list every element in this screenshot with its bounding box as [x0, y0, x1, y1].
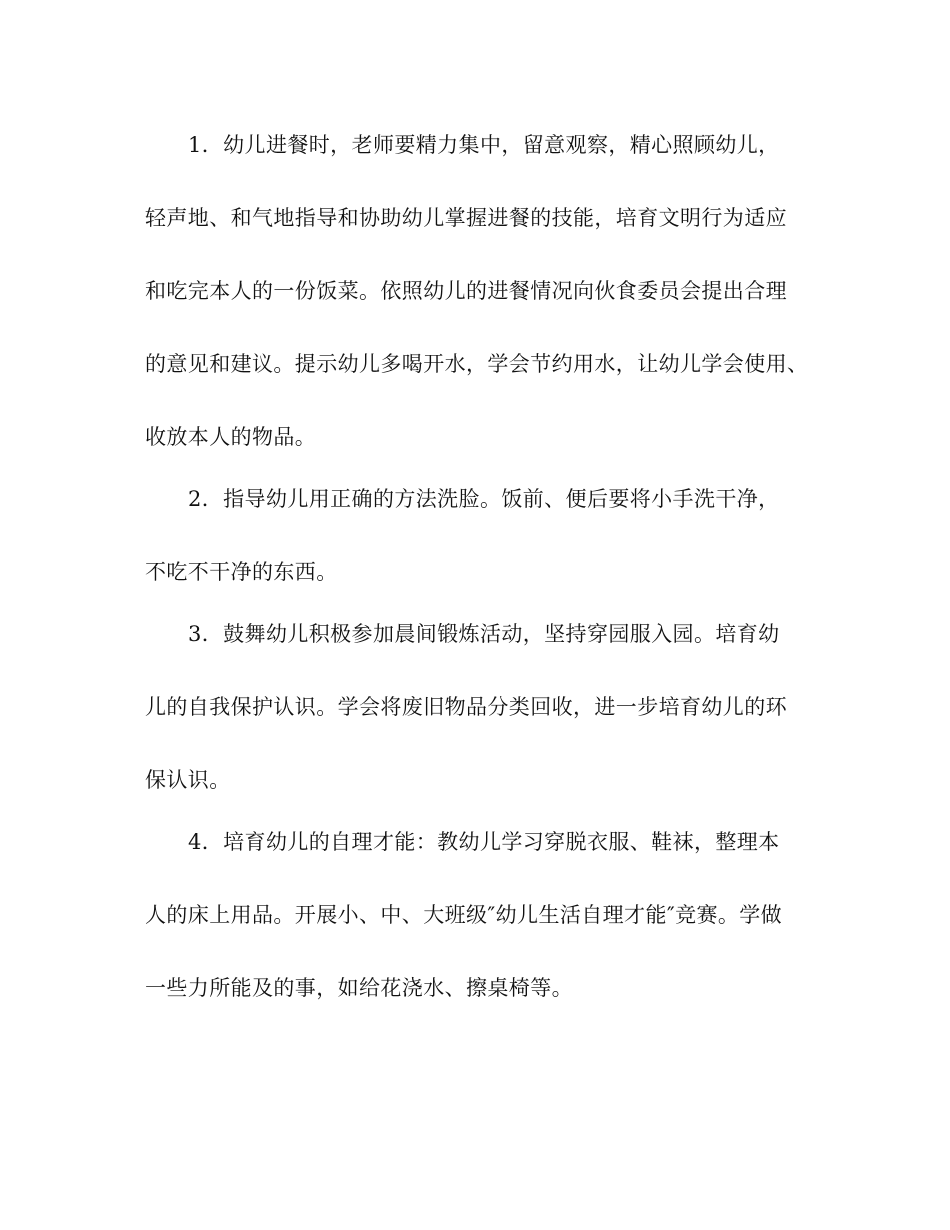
paragraph-line: 不吃不干净的东西。	[145, 560, 338, 584]
paragraph-line: 人的床上用品。开展小、中、大班级″幼儿生活自理才能″竞赛。学做	[145, 903, 783, 927]
paragraph-line: 儿的自我保护认识。学会将废旧物品分类回收，进一步培育幼儿的环	[145, 695, 787, 719]
paragraph-line: 1．幼儿进餐时，老师要精力集中，留意观察，精心照顾幼儿，	[188, 133, 780, 157]
paragraph-line: 保认识。	[145, 768, 231, 792]
paragraph-line: 的意见和建议。提示幼儿多喝开水，学会节约用水，让幼儿学会使用、	[145, 352, 809, 376]
paragraph-line: 4．培育幼儿的自理才能：教幼儿学习穿脱衣服、鞋袜，整理本	[188, 830, 780, 854]
paragraph-line: 3．鼓舞幼儿积极参加晨间锻炼活动，坚持穿园服入园。培育幼	[188, 622, 780, 646]
paragraph-line: 轻声地、和气地指导和协助幼儿掌握进餐的技能，培育文明行为适应	[145, 206, 787, 230]
paragraph-line: 和吃完本人的一份饭菜。依照幼儿的进餐情况向伙食委员会提出合理	[145, 279, 787, 303]
paragraph-line: 一些力所能及的事，如给花浇水、擦桌椅等。	[145, 976, 573, 1000]
paragraph-line: 2．指导幼儿用正确的方法洗脸。饭前、便后要将小手洗干净，	[188, 487, 780, 511]
paragraph-line: 收放本人的物品。	[145, 425, 317, 449]
